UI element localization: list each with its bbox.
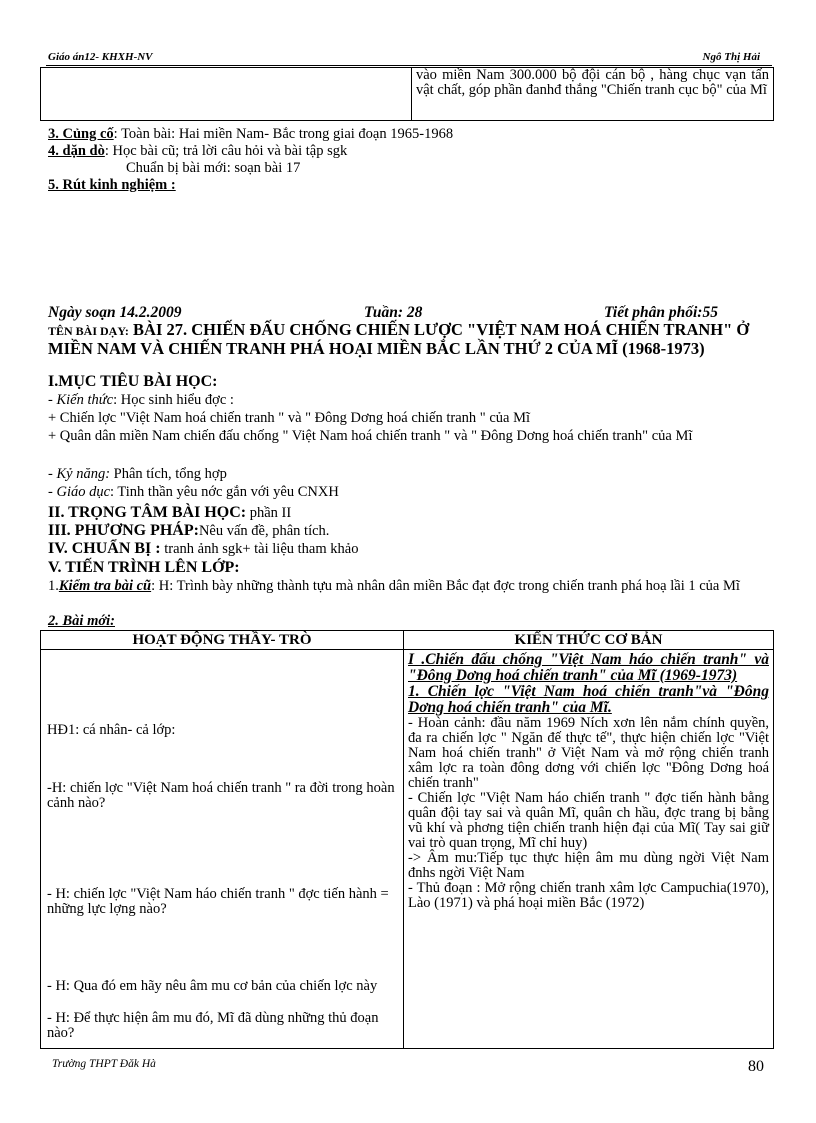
top-table-right-cell: vào miền Nam 300.000 bộ đội cán bộ , hàng chục vạn tấn vật chất, góp phần đanhđ thắng "Chiến tranh cục bộ" của Mĩ (412, 68, 774, 121)
para-aim: -> Âm mu:Tiếp tục thực hiện âm mu dùng ngời Việt Nam đnhs ngời Việt Nam (408, 850, 769, 881)
hd1-line: HĐ1: cá nhân- cả lớp: (47, 722, 176, 738)
heading-2: 1. Chiến lợc "Việt Nam hoá chiến tranh"và "Đông Dơng hoá chiến tranh" của Mĩ. (408, 683, 769, 716)
skill-line: - Kỷ năng: Phân tích, tổng hợp (48, 466, 227, 482)
top-table-left-cell (41, 68, 412, 121)
section-3 (48, 523, 329, 539)
header-left: Giáo án12- KHXH-NV (48, 51, 153, 63)
heading-1: I .Chiến đấu chống "Việt Nam háo chiến tranh" và "Đông Dơng hoá chiến tranh" của Mĩ (1969-1973) (408, 651, 769, 684)
section-5: V. TIẾN TRÌNH LÊN LỚP: (48, 559, 240, 576)
section-4-text: tranh ảnh sgk+ tài liệu tham khảo (160, 541, 359, 557)
section-2-label: II. TRỌNG TÂM BÀI HỌC: (48, 504, 247, 521)
col-head-right: KIẾN THỨC CƠ BẢN (404, 631, 774, 650)
title-prefix: TÊN BÀI DẠY: (48, 324, 129, 338)
page-number: 80 (748, 1058, 764, 1075)
knowledge-text: : Học sinh hiểu đợc : (113, 392, 234, 408)
section-4 (48, 541, 358, 557)
baimoi-label: 2. Bài mới: (48, 613, 115, 629)
col-head-left: HOẠT ĐỘNG THẦY- TRÒ (41, 631, 404, 650)
dando-label: 4. dặn dò (48, 143, 105, 159)
question-3: - H: Qua đó em hãy nêu âm mu cơ bản của chiến lợc này (47, 978, 378, 994)
lesson-date: Ngày soạn 14.2.2009 (48, 304, 182, 321)
cungco-label: 3. Củng cố (48, 126, 114, 142)
section-3-label: III. PHƯƠNG PHÁP: (48, 522, 199, 539)
kiemtra-num: 1. (48, 578, 59, 594)
kiemtra-text: : H: Trình bày những thành tựu mà nhân dân miền Bắc đạt đợc trong chiến tranh phá hoạ lầi 1 của Mĩ (151, 578, 740, 594)
objectives-heading: I.MỤC TIÊU BÀI HỌC: (48, 373, 218, 390)
top-table (40, 67, 774, 121)
objective-bullet-2: + Quân dân miền Nam chiến đấu chống " Việt Nam hoá chiến tranh " và " Đông Dơng hoá chiến tranh" của Mĩ (48, 428, 693, 444)
question-4: - H: Để thực hiện âm mu đó, Mĩ đã dùng những thủ đoạn nào? (47, 1010, 379, 1041)
main-table (40, 630, 774, 1049)
review-cungco (48, 126, 453, 142)
right-column (404, 650, 774, 1049)
title-text: BÀI 27. CHIẾN ĐẤU CHỐNG CHIẾN LƯỢC "VIỆT NAM HOÁ CHIẾN TRANH" Ở MIỀN NAM VÀ CHIẾN TRANH PHÁ HOẠI MIỀN BẮC LẦN THỨ 2 CỦA MĨ (1968-1973) (48, 320, 750, 358)
dando-text: : Học bài cũ; trả lời câu hỏi và bài tập sgk (104, 143, 348, 159)
cungco-text: : Toàn bài: Hai miền Nam- Bắc trong giai đoạn 1965-1968 (113, 126, 454, 142)
knowledge-label: Kiến thức (56, 392, 114, 408)
knowledge-line: - Kiến thức: Học sinh hiểu đợc : (48, 392, 234, 408)
section-3-text: Nêu vấn đề, phân tích. (198, 523, 330, 539)
review-rutkinh: 5. Rút kinh nghiệm : (48, 177, 176, 193)
section-2 (48, 505, 291, 521)
edu-text: : Tinh thần yêu nớc gắn với yêu CNXH (110, 484, 339, 500)
para-context: - Hoàn cảnh: đầu năm 1969 Ních xơn lên nắm chính quyền, đa ra chiến lợc " Ngăn đế thực tế", thực hiện chiến lợc "Việt Nam hoá chiến tranh" ở Việt Nam và mở rộng chiến tranh xâm lợc ra toàn đông dơng với chiến lợc "Đông Dơng hoá chiến tranh" (408, 715, 769, 791)
kiemtra-line (48, 578, 768, 594)
lesson-period: Tiết phân phối:55 (604, 304, 718, 321)
footer-school: Trường THPT Đăk Hà (52, 1058, 156, 1070)
question-2: - H: chiến lợc "Việt Nam háo chiến tranh " đợc tiến hành = những lực lợng nào? (47, 886, 389, 917)
header-rule (46, 65, 772, 66)
skill-text: Phân tích, tổng hợp (110, 466, 227, 482)
lesson-week: Tuần: 28 (364, 304, 423, 321)
lesson-title (48, 321, 770, 357)
objective-bullet-1: + Chiến lợc "Việt Nam hoá chiến tranh " và " Đông Dơng hoá chiến tranh " của Mĩ (48, 410, 530, 426)
kiemtra-label: Kiểm tra bài cũ (58, 578, 152, 594)
section-4-label: IV. CHUẨN BỊ : (48, 540, 161, 557)
review-dando (48, 143, 347, 159)
left-column (41, 650, 404, 1049)
section-2-text: phần II (246, 505, 292, 521)
skill-label: Kỷ năng: (56, 466, 111, 482)
review-dando-2: Chuẩn bị bài mới: soạn bài 17 (126, 160, 301, 176)
edu-line: - Giáo dục: Tinh thần yêu nớc gắn với yêu CNXH (48, 484, 339, 500)
edu-label: Giáo dục (56, 484, 111, 500)
para-forces: - Chiến lợc "Việt Nam háo chiến tranh " đợc tiến hành bằng quân đội tay sai và quân Mĩ, quân ch hầu, đợc trang bị bằng vũ khí và phơng tiện chiến tranh hiện đại của Mĩ( Tay sai giữ vai trò quan trọng, Mĩ chỉ huy) (408, 790, 769, 851)
header-right: Ngô Thị Hải (702, 51, 760, 63)
para-tactics: - Thủ đoạn : Mở rộng chiến tranh xâm lợc Campuchia(1970), Lào (1971) và phá hoại miền Bắc (1972) (408, 880, 769, 911)
question-1: -H: chiến lợc "Việt Nam hoá chiến tranh " ra đời trong hoàn cảnh nào? (47, 780, 395, 811)
